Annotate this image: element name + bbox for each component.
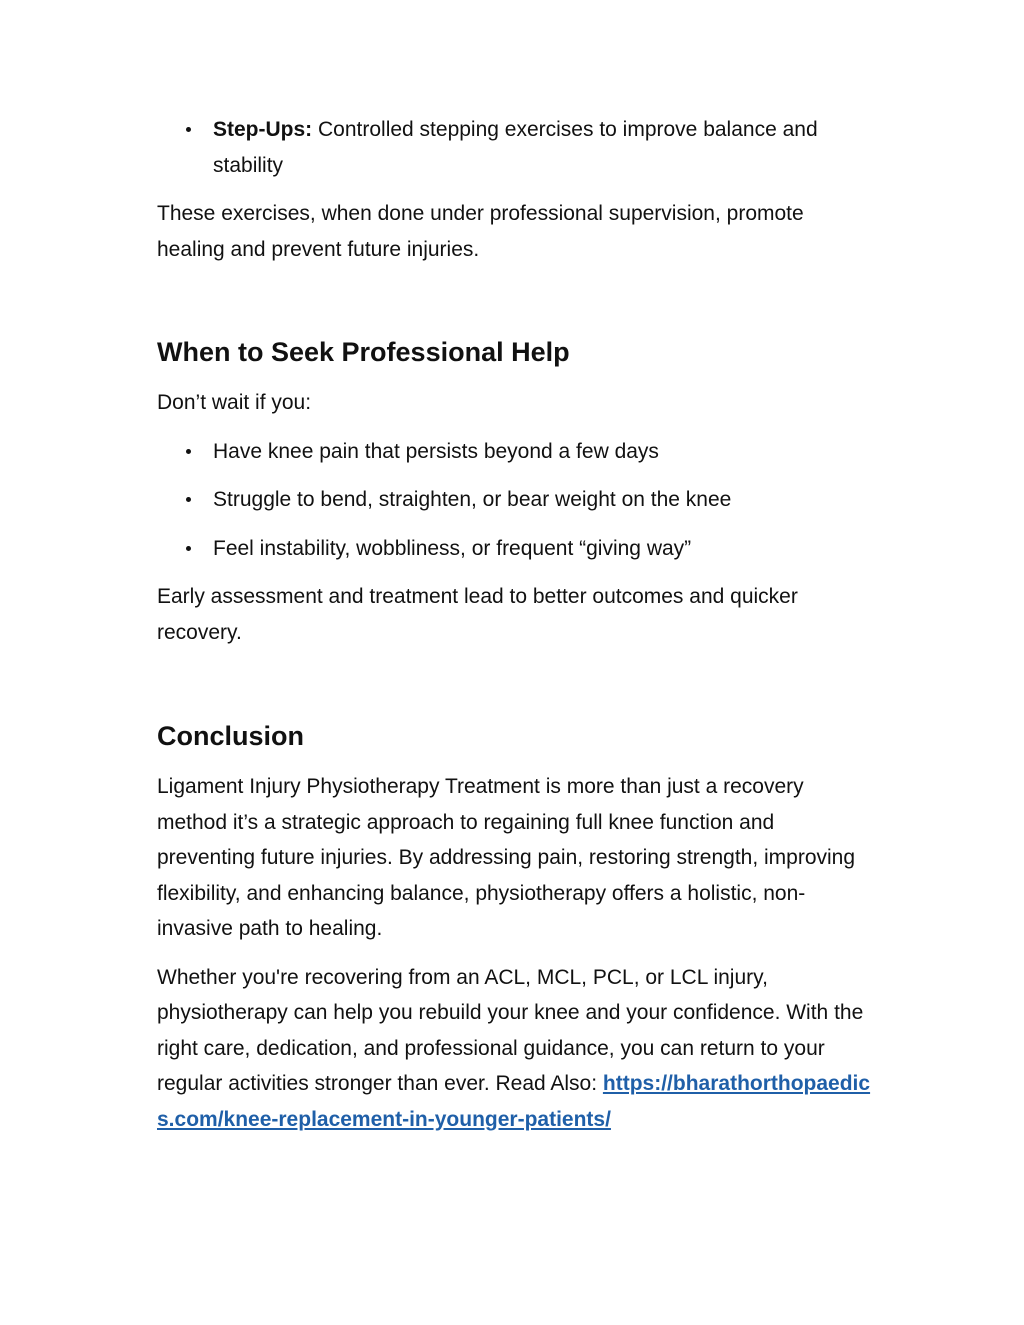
conclusion-paragraph-2-text: Whether you're recovering from an ACL, MCL, PCL, or LCL injury, physiotherapy can help you rebuild your knee and your confidence. With the right care, dedication, and professional guidance, you can return to your regular activities stronger than ever. Read Also:	[157, 965, 864, 1095]
exercise-list	[157, 112, 877, 183]
list-item	[157, 531, 877, 567]
exercise-term: Step-Ups:	[213, 118, 313, 141]
section-heading-conclusion: Conclusion	[157, 721, 304, 751]
list-item	[157, 482, 877, 518]
list-item	[157, 434, 877, 470]
section-heading-help: When to Seek Professional Help	[157, 337, 570, 367]
list-item	[157, 112, 877, 183]
list-item-text: Feel instability, wobbliness, or frequent “giving way”	[213, 536, 692, 560]
bullet-icon	[186, 497, 191, 502]
bullet-icon	[186, 449, 191, 454]
conclusion-paragraph-1: Ligament Injury Physiotherapy Treatment is more than just a recovery method it’s a strategic approach to regaining full knee function and preventing future injuries. By addressing pain, restoring strength, improving flexibility, and enhancing balance, physiotherapy offers a holistic, non-invasive path to healing.	[157, 775, 856, 940]
help-lead: Don’t wait if you:	[157, 391, 312, 414]
help-list	[157, 434, 877, 567]
bullet-icon	[186, 127, 191, 132]
help-closing-paragraph: Early assessment and treatment lead to better outcomes and quicker recovery.	[157, 585, 798, 644]
intro-paragraph: These exercises, when done under professional supervision, promote healing and prevent future injuries.	[157, 202, 804, 261]
list-item-text: Struggle to bend, straighten, or bear weight on the knee	[213, 488, 732, 511]
bullet-icon	[186, 546, 191, 551]
list-item-text: Have knee pain that persists beyond a few days	[213, 439, 659, 463]
conclusion-paragraph-2	[157, 960, 877, 1138]
document-page	[157, 112, 877, 1150]
exercise-description: Controlled stepping exercises to improve balance and stability	[213, 118, 818, 177]
read-also-link[interactable]: https://bharathorthopaedics.com/knee-replacement-in-younger-patients/	[157, 1072, 871, 1131]
